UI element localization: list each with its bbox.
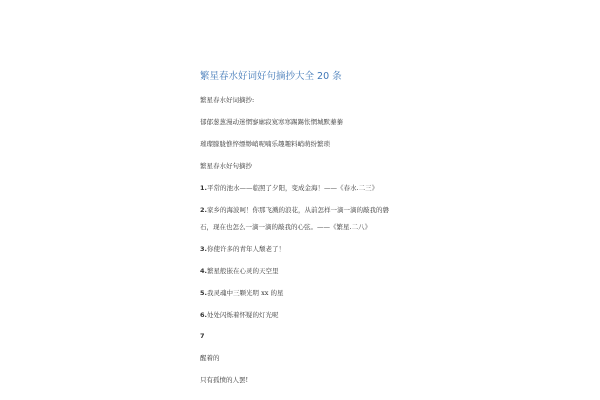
item-text: 平常的池水——临照了夕阳，变成金海！——《春水.二三》 bbox=[207, 184, 379, 192]
document-body bbox=[200, 68, 420, 397]
item-number: 2. bbox=[200, 206, 207, 214]
list-item-2-continued: 石，现在也怎么一滴一滴的敲我的心弦。——《繁星.二八》 bbox=[200, 223, 372, 231]
word-line-1: 郁郁葱葱漫动迷惘寥廓寂寞寒寒踢踢怅惘城默蓁蓁 bbox=[200, 118, 343, 126]
list-item-2 bbox=[200, 205, 420, 214]
list-item-4 bbox=[200, 266, 420, 275]
list-item-7-number bbox=[200, 332, 420, 340]
item-text: 你使许多的青年人颓老了！ bbox=[207, 245, 285, 253]
item-number: 7 bbox=[200, 332, 205, 340]
item-number: 4. bbox=[200, 267, 207, 275]
section-heading-words: 繁星春水好词摘抄: bbox=[200, 96, 255, 104]
section-heading-sentences: 繁星春水好句摘抄 bbox=[200, 162, 252, 170]
list-item-7-line-a: 醒着的 bbox=[200, 354, 220, 362]
list-item-7-line-b: 只有孤愤的人罢! bbox=[200, 376, 249, 384]
list-item-6 bbox=[200, 310, 420, 319]
item-text: 繁星般嵌在心灵的天空里 bbox=[207, 267, 279, 275]
item-number: 3. bbox=[200, 245, 207, 253]
item-text: 我灵魂中三颗光明 xx 的星 bbox=[207, 289, 284, 297]
item-number: 6. bbox=[200, 311, 207, 319]
item-text: 家乡的海波呵！你那飞溅的浪花，从前怎样一滴一滴的敲我的磐 bbox=[207, 206, 389, 214]
list-item-1 bbox=[200, 183, 420, 192]
item-text: 处处闪烁着怀疑的灯光呢 bbox=[207, 311, 279, 319]
item-number: 1. bbox=[200, 184, 207, 192]
list-item-5 bbox=[200, 288, 420, 297]
word-line-2: 璀璨朦胧憔悴缥缈峭呢喃乐趣趣料峭萌纷繁琐 bbox=[200, 140, 330, 148]
list-item-3 bbox=[200, 244, 420, 253]
item-number: 5. bbox=[200, 289, 207, 297]
page-title: 繁星春水好词好句摘抄大全 20 条 bbox=[200, 71, 342, 82]
